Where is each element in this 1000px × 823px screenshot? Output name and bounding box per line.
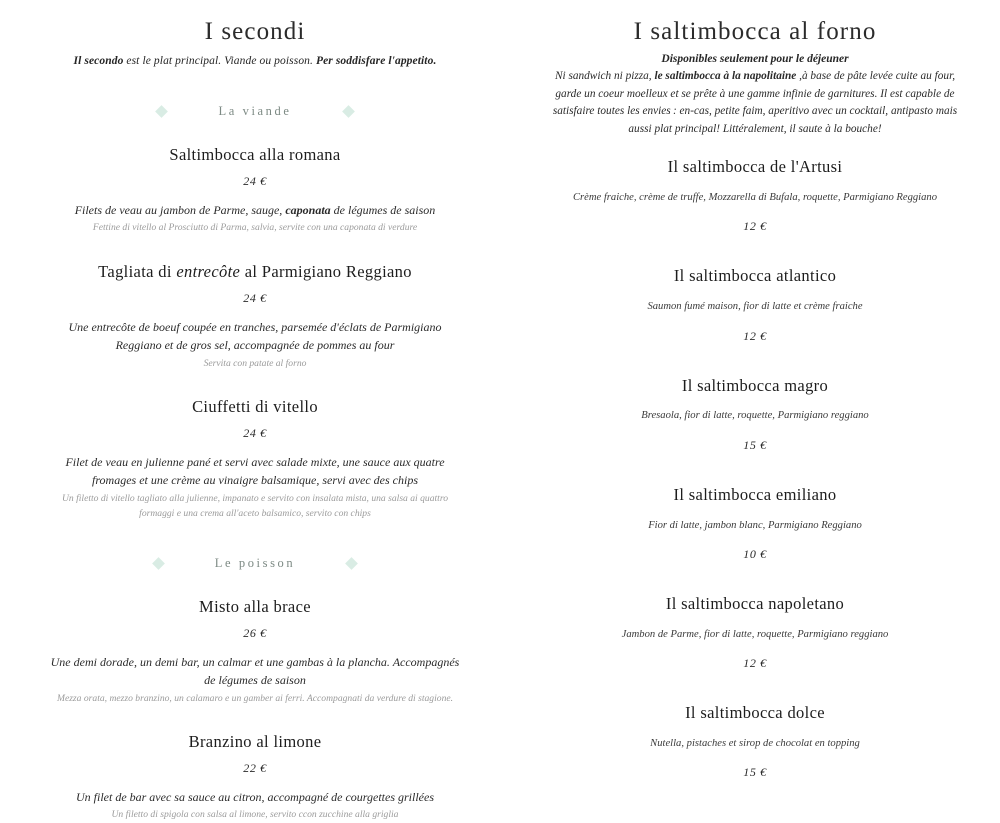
- dish-price: 10 €: [743, 546, 767, 561]
- section-divider-label: Le poisson: [214, 555, 296, 570]
- dish-price: 24 €: [243, 290, 267, 305]
- dish-description-it: Fettine di vitello al Prosciutto di Parma, salvia, servite con una caponata di verdure: [92, 222, 418, 234]
- dish-description-fr: Saumon fumé maison, fior di latte et crème fraiche: [647, 301, 863, 313]
- section-title-secondi: I secondi: [204, 18, 306, 45]
- dish-title: Tagliata di entrecôte al Parmigiano Reggiano: [98, 261, 412, 281]
- dish-price: 12 €: [743, 656, 767, 671]
- dish-description-it: Un filetto di spigola con salsa al limone, servito ccon zucchine alla griglia: [111, 809, 399, 821]
- dish-description-it: Un filetto di vitello tagliato alla julienne, impanato e servito con insalata mista, una salsa ai quattro formaggi e una crema all'aceto balsamico, servito con chips: [61, 493, 449, 520]
- dish-description-fr: Filets de veau au jambon de Parme, sauge, caponata de légumes de saison: [74, 202, 436, 217]
- section-blurb-saltimbocca: Ni sandwich ni pizza, le saltimbocca à la napolitaine ,à base de pâte levée cuite au four, garde un coeur moelleux et se prête à une gamme infinie de garnitures. Il est capable de satisfaire toutes les envies : en-cas, petite faim, aperitivo avec un cocktail, antipasto mais aussi plat principal! Littéralement, il saute à la bouche!: [552, 69, 958, 136]
- dish-title: Saltimbocca alla romana: [169, 145, 341, 164]
- dish-item: [538, 703, 972, 780]
- dish-description-fr: Nutella, pistaches et sirop de chocolat en topping: [650, 737, 860, 749]
- dish-title: Il saltimbocca de l'Artusi: [667, 157, 843, 177]
- dish-title: Il saltimbocca atlantico: [673, 266, 837, 286]
- menu-column-saltimbocca: [510, 18, 1000, 780]
- dish-description-it: Mezza orata, mezzo branzino, un calamaro e un gamber ai ferri. Accompagnati da verdure di stagione.: [56, 692, 454, 704]
- dish-item: [538, 485, 972, 562]
- dish-description-fr: Crème fraiche, crème de truffe, Mozzarella di Bufala, roquette, Parmigiano Reggiano: [572, 191, 938, 203]
- dish-title: Il saltimbocca magro: [681, 375, 829, 395]
- dish-description-fr: Bresaola, fior di latte, roquette, Parmigiano reggiano: [641, 410, 869, 422]
- spacer: [538, 139, 972, 157]
- dish-price: 24 €: [243, 173, 267, 188]
- dish-description-fr: Une entrecôte de boeuf coupée en tranches, parsemée d'éclats de Parmigiano Reggiano et de gros sel, accompagnée de pommes au four: [68, 319, 442, 353]
- dish-description-fr: Fior di latte, jambon blanc, Parmigiano Reggiano: [648, 519, 862, 531]
- dish-item: [48, 597, 462, 706]
- dish-title: Il saltimbocca emiliano: [673, 484, 837, 504]
- diamond-ornament-icon: [342, 105, 355, 118]
- dish-description-fr: Jambon de Parme, fior di latte, roquette, Parmigiano reggiano: [621, 628, 889, 640]
- diamond-ornament-icon: [345, 557, 358, 570]
- dish-price: 22 €: [243, 760, 267, 775]
- section-tagline-secondi: Il secondo est le plat principal. Viande ou poisson. Per soddisfare l'appetito.: [73, 54, 437, 67]
- dish-item: [538, 376, 972, 453]
- dish-description-fr: Une demi dorade, un demi bar, un calmar et une gambas à la plancha. Accompagnés de légumes de saison: [50, 654, 460, 688]
- dish-item: [48, 262, 462, 371]
- dish-item: [538, 594, 972, 671]
- dish-title: Branzino al limone: [188, 732, 322, 752]
- section-subtitle-saltimbocca: Disponibles seulement pour le déjeuner: [661, 52, 849, 65]
- dish-item: [538, 157, 972, 234]
- dish-price: 26 €: [243, 625, 267, 640]
- dish-item: [48, 145, 462, 236]
- dish-price: 12 €: [743, 219, 767, 234]
- dish-price: 12 €: [743, 328, 767, 343]
- dish-item: [538, 266, 972, 343]
- dish-title: Il saltimbocca napoletano: [665, 593, 845, 613]
- dish-title: Il saltimbocca dolce: [685, 703, 825, 723]
- section-divider: [48, 556, 462, 571]
- section-divider-label: La viande: [218, 104, 292, 118]
- dish-title: Ciuffetti di vitello: [192, 397, 318, 417]
- diamond-ornament-icon: [152, 557, 165, 570]
- dish-description-fr: Filet de veau en julienne pané et servi avec salade mixte, une sauce aux quatre fromages et une crème au vinaigre balsamique, servi avec des chips: [65, 454, 445, 488]
- dish-price: 24 €: [243, 425, 267, 440]
- dish-price: 15 €: [743, 437, 767, 452]
- menu-column-secondi: [0, 18, 510, 821]
- right-dish-list: [538, 157, 972, 780]
- section-divider: [48, 104, 462, 119]
- dish-description-it: Servita con patate al forno: [203, 357, 307, 369]
- dish-title: Misto alla brace: [199, 596, 311, 616]
- dish-item: [48, 397, 462, 522]
- dish-item: [48, 732, 462, 823]
- dish-price: 15 €: [743, 765, 767, 780]
- section-title-saltimbocca: I saltimbocca al forno: [633, 18, 877, 45]
- left-sections: [48, 104, 462, 823]
- dish-description-fr: Un filet de bar avec sa sauce au citron, accompagné de courgettes grillées: [75, 789, 435, 804]
- diamond-ornament-icon: [156, 105, 169, 118]
